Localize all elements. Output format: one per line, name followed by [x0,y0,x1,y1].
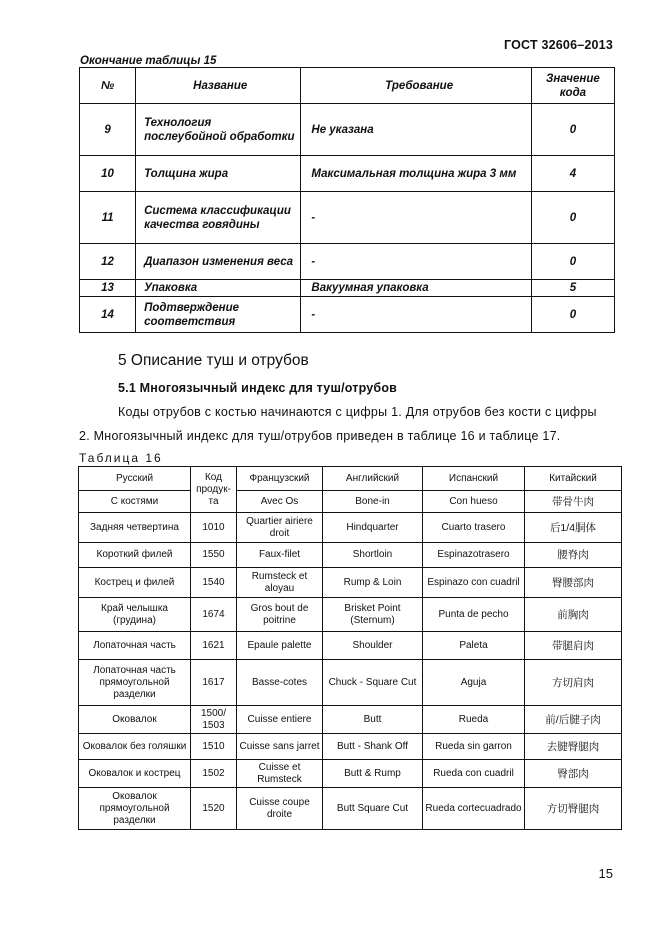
table16-header-en: Английский [323,467,423,491]
table16-cell-zh: 带腿肩肉 [525,632,622,660]
table15-cell-req: Максимальная толщина жира 3 мм [301,156,531,192]
table16-cell-zh: 臀腰部肉 [525,568,622,598]
page-number: 15 [598,866,613,881]
table16-cell-code: 1674 [191,598,237,632]
table16-cell-code: 1502 [191,760,237,788]
table16-cell-code: 1540 [191,568,237,598]
table16-cell-es: Espinazotrasero [423,543,525,568]
table16-cell-es: Con hueso [423,491,525,513]
table16-cell-en: Hindquarter [323,513,423,543]
table-row [80,104,615,156]
table16-header-code: Код продук-та [191,467,237,513]
table15-header-row [80,68,615,104]
table16-cell-en: Shoulder [323,632,423,660]
table15-cell-code: 0 [531,244,614,280]
table16-cell-code: 1010 [191,513,237,543]
table16-cell-ru: Оковалок [79,706,191,734]
table15-cell-req: - [301,244,531,280]
table16-cell-es: Punta de pecho [423,598,525,632]
table15-cell-name: Подтверждение соответствия [136,297,301,333]
document-header: ГОСТ 32606–2013 [504,38,613,52]
table16-cell-es: Rueda sin garron [423,734,525,760]
table15-cell-name: Технология послеубойной обработки [136,104,301,156]
table-row [79,598,622,632]
table16-header-ru: Русский [79,467,191,491]
table15-header-req: Требование [301,68,531,104]
table16-cell-es: Rueda con cuadril [423,760,525,788]
table15-cell-no: 11 [80,192,136,244]
table15-header-name: Название [136,68,301,104]
table16-cell-en: Rump & Loin [323,568,423,598]
table16-cell-en: Brisket Point (Sternum) [323,598,423,632]
table-row [79,632,622,660]
table15-cell-req: Не указана [301,104,531,156]
table16-cell-fr: Cuisse sans jarret [237,734,323,760]
table16-cell-fr: Rumsteck et aloyau [237,568,323,598]
table16-cell-zh: 腰脊肉 [525,543,622,568]
table16-cell-zh: 方切臀腿肉 [525,788,622,830]
table15-cell-req: - [301,297,531,333]
table-row [80,280,615,297]
paragraph-line-2: 2. Многоязычный индекс для туш/отрубов приведен в таблице 16 и таблице 17. [79,429,561,443]
table16-cell-code: 1510 [191,734,237,760]
table15-cell-name: Диапазон изменения веса [136,244,301,280]
table-row [80,156,615,192]
table16-cell-code: 1621 [191,632,237,660]
table16-cell-en: Butt - Shank Off [323,734,423,760]
table16-cell-ru: Задняя четвертина [79,513,191,543]
table16-cell-fr: Basse-cotes [237,660,323,706]
table15-cell-code: 0 [531,192,614,244]
table16-cell-ru: Кострец и филей [79,568,191,598]
table16-cell-code: 1617 [191,660,237,706]
table16-caption: Таблица 16 [79,451,163,465]
table15-cell-no: 13 [80,280,136,297]
table16-cell-fr: Cuisse et Rumsteck [237,760,323,788]
table15-cell-name: Система классификации качества говядины [136,192,301,244]
table-15 [79,67,615,333]
table15-cell-no: 14 [80,297,136,333]
table16-cell-fr: Quartier airiere droit [237,513,323,543]
table16-cell-en: Chuck - Square Cut [323,660,423,706]
table15-cell-req: - [301,192,531,244]
table16-cell-ru: С костями [79,491,191,513]
table16-cell-ru: Оковалок и кострец [79,760,191,788]
table16-cell-ru: Лопаточная часть [79,632,191,660]
table-row [79,660,622,706]
table16-cell-zh: 臀部肉 [525,760,622,788]
table16-cell-es: Rueda cortecuadrado [423,788,525,830]
table-row [79,491,622,513]
section-5-title: 5 Описание туш и отрубов [118,352,309,369]
table-row [80,244,615,280]
table16-cell-zh: 去腱臀腿肉 [525,734,622,760]
table15-cell-req: Вакуумная упаковка [301,280,531,297]
table-row [79,706,622,734]
table16-cell-ru: Лопаточная часть прямоугольной разделки [79,660,191,706]
table16-cell-zh: 前胸肉 [525,598,622,632]
table16-cell-zh: 方切肩肉 [525,660,622,706]
table15-cell-no: 12 [80,244,136,280]
table16-cell-code: 1550 [191,543,237,568]
table16-cell-fr: Avec Os [237,491,323,513]
paragraph-line-1: Коды отрубов с костью начинаются с цифры 1. Для отрубов без кости с цифры [118,405,597,419]
table15-cell-code: 4 [531,156,614,192]
table-row [79,760,622,788]
table-row [79,513,622,543]
table16-cell-fr: Cuisse entiere [237,706,323,734]
table16-cell-fr: Cuisse coupe droite [237,788,323,830]
table15-header-code: Значение кода [531,68,614,104]
table16-cell-es: Aguja [423,660,525,706]
table16-cell-es: Cuarto trasero [423,513,525,543]
table15-caption: Окончание таблицы 15 [80,55,217,67]
table15-cell-no: 9 [80,104,136,156]
table16-cell-en: Bone-in [323,491,423,513]
table16-cell-en: Butt Square Cut [323,788,423,830]
table15-cell-no: 10 [80,156,136,192]
table16-cell-ru: Оковалок без голяшки [79,734,191,760]
table16-cell-ru: Край челышка (грудина) [79,598,191,632]
table16-cell-es: Espinazo con cuadril [423,568,525,598]
table16-cell-es: Paleta [423,632,525,660]
table16-header-fr: Французский [237,467,323,491]
table15-cell-code: 0 [531,104,614,156]
table16-cell-es: Rueda [423,706,525,734]
table-row [79,788,622,830]
table16-cell-en: Shortloin [323,543,423,568]
table15-cell-code: 0 [531,297,614,333]
table16-cell-en: Butt [323,706,423,734]
table16-cell-ru: Оковалок прямоугольной разделки [79,788,191,830]
section-5-1-title: 5.1 Многоязычный индекс для туш/отрубов [118,381,398,395]
table16-cell-en: Butt & Rump [323,760,423,788]
table16-cell-zh: 后1/4胴体 [525,513,622,543]
table-16 [78,466,622,830]
table16-cell-code: 1520 [191,788,237,830]
table16-cell-code: 1500/ 1503 [191,706,237,734]
table-row [80,192,615,244]
table16-header-zh: Китайский [525,467,622,491]
table16-header-es: Испанский [423,467,525,491]
table16-cell-fr: Faux-filet [237,543,323,568]
table-row [79,734,622,760]
table16-cell-ru: Короткий филей [79,543,191,568]
table16-header-row [79,467,622,491]
table16-cell-zh: 前/后腱子肉 [525,706,622,734]
table15-cell-name: Толщина жира [136,156,301,192]
table-row [79,543,622,568]
table-row [79,568,622,598]
table16-cell-zh: 带骨牛肉 [525,491,622,513]
table15-header-no: № [80,68,136,104]
table15-cell-name: Упаковка [136,280,301,297]
table16-cell-fr: Epaule palette [237,632,323,660]
table15-cell-code: 5 [531,280,614,297]
table-row [80,297,615,333]
table16-cell-fr: Gros bout de poitrine [237,598,323,632]
